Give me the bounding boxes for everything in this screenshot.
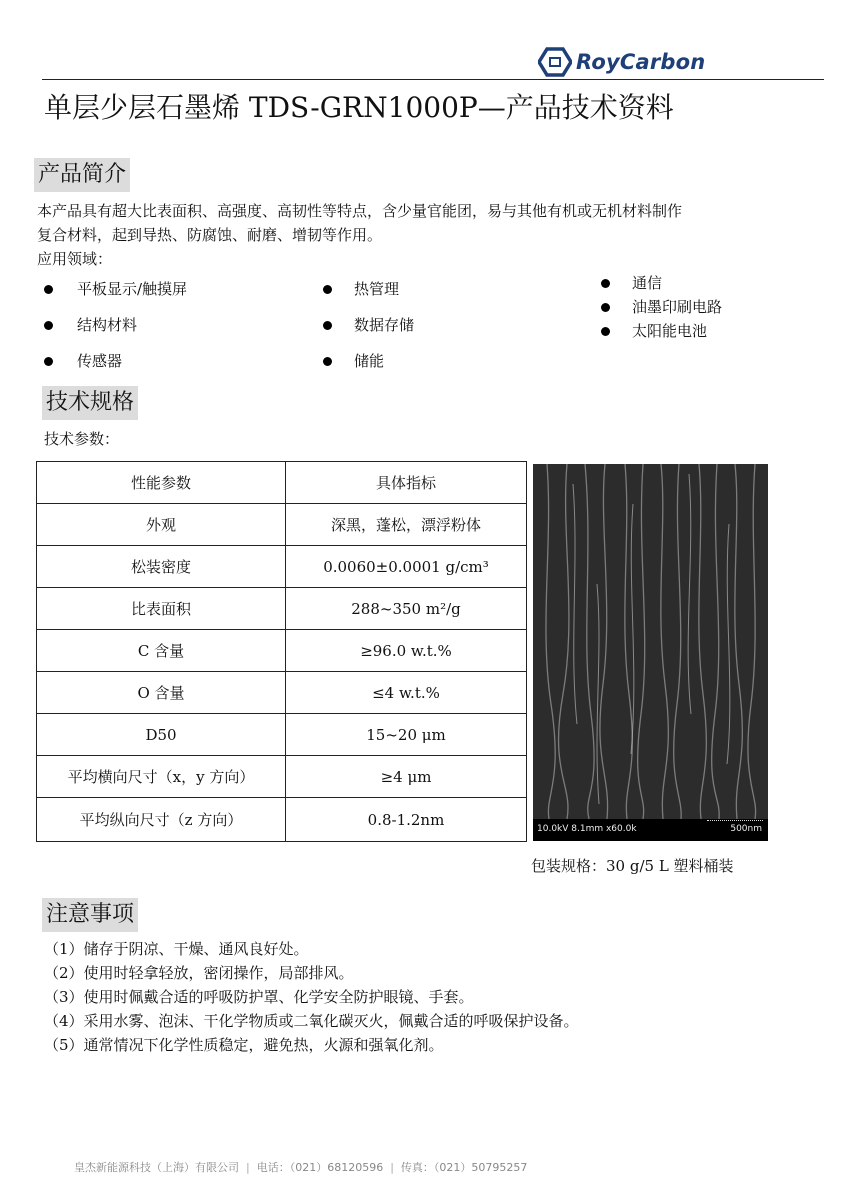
- header-rule: [42, 79, 824, 80]
- note-item: （4）采用水雾、泡沫、干化学物质或二氧化碳灭火，佩戴合适的呼吸保护设备。: [44, 1012, 579, 1030]
- intro-line-1: 本产品具有超大比表面积、高强度、高韧性等特点，含少量官能团，易与其他有机或无机材料制作: [37, 202, 683, 220]
- table-row: [37, 630, 527, 672]
- footer-fax: 传真：（021）50795257: [400, 1161, 528, 1174]
- table-row: [37, 798, 527, 842]
- note-item: （5）通常情况下化学性质稳定，避免热，火源和强氧化剂。: [44, 1036, 444, 1054]
- application-label: 油墨印刷电路: [632, 298, 723, 316]
- param-name: O 含量: [37, 672, 286, 714]
- packaging-text: 包装规格：30 g/5 L 塑料桶装: [531, 857, 734, 875]
- application-item: [601, 295, 722, 319]
- application-label: 储能: [354, 352, 385, 370]
- param-value: 深黑，蓬松，漂浮粉体: [286, 504, 527, 546]
- param-name: 比表面积: [37, 588, 286, 630]
- table-row: [37, 588, 527, 630]
- sem-caption-right: 500nm: [730, 824, 762, 834]
- hexagon-logo-icon: [538, 47, 572, 77]
- bullet-dot-icon: [44, 285, 53, 294]
- param-name: 平均横向尺寸（x，y 方向）: [37, 756, 286, 798]
- footer-phone: 电话：（021）68120596: [256, 1161, 384, 1174]
- bullet-dot-icon: [323, 357, 332, 366]
- table-row: [37, 756, 527, 798]
- table-row: [37, 672, 527, 714]
- sem-texture: [533, 464, 768, 819]
- bullet-dot-icon: [601, 303, 610, 312]
- section-heading-spec: 技术规格: [42, 386, 138, 420]
- bullet-dot-icon: [601, 327, 610, 336]
- param-name: D50: [37, 714, 286, 756]
- application-item: [323, 277, 399, 301]
- application-item: [323, 313, 414, 337]
- sem-micrograph: [533, 464, 768, 841]
- page-title: 单层少层石墨烯 TDS-GRN1000P—产品技术资料: [44, 91, 674, 124]
- application-item: [323, 349, 384, 373]
- bullet-dot-icon: [44, 321, 53, 330]
- section-heading-notes: 注意事项: [42, 898, 138, 932]
- param-value: 0.8-1.2nm: [286, 798, 527, 842]
- bullet-dot-icon: [44, 357, 53, 366]
- application-label: 热管理: [354, 280, 400, 298]
- table-header-row: [37, 462, 527, 504]
- brand-name: RoyCarbon: [576, 50, 706, 74]
- bullet-dot-icon: [323, 321, 332, 330]
- application-label: 太阳能电池: [632, 322, 708, 340]
- section-heading-intro: 产品简介: [34, 158, 130, 192]
- note-item: （1）储存于阴凉、干燥、通风良好处。: [44, 940, 309, 958]
- applications-label: 应用领域：: [37, 250, 113, 268]
- intro-line-2: 复合材料，起到导热、防腐蚀、耐磨、增韧等作用。: [37, 226, 383, 244]
- application-item: [44, 349, 122, 373]
- sem-info-bar: [533, 819, 768, 841]
- param-value: 288~350 m²/g: [286, 588, 527, 630]
- table-row: [37, 714, 527, 756]
- footer-divider: |: [390, 1161, 394, 1174]
- param-name: 松装密度: [37, 546, 286, 588]
- brand-logo: [538, 44, 705, 80]
- footer: [74, 1159, 527, 1175]
- bullet-dot-icon: [601, 279, 610, 288]
- param-value: ≥4 μm: [286, 756, 527, 798]
- param-name: 平均纵向尺寸（z 方向）: [37, 798, 286, 842]
- table-header-value: 具体指标: [286, 462, 527, 504]
- footer-company: 皇杰新能源科技（上海）有限公司: [74, 1161, 239, 1174]
- application-item: [601, 271, 662, 295]
- table-row: [37, 546, 527, 588]
- application-item: [44, 313, 137, 337]
- param-value: 0.0060±0.0001 g/cm³: [286, 546, 527, 588]
- params-label: 技术参数：: [44, 430, 120, 448]
- application-item: [601, 319, 707, 343]
- note-item: （2）使用时轻拿轻放，密闭操作，局部排风。: [44, 964, 354, 982]
- table-row: [37, 504, 527, 546]
- application-label: 传感器: [77, 352, 123, 370]
- param-name: C 含量: [37, 630, 286, 672]
- note-item: （3）使用时佩戴合适的呼吸防护罩、化学安全防护眼镜、手套。: [44, 988, 474, 1006]
- param-value: ≤4 w.t.%: [286, 672, 527, 714]
- application-label: 通信: [632, 274, 663, 292]
- footer-divider: |: [246, 1161, 250, 1174]
- sem-caption-left: 10.0kV 8.1mm x60.0k: [537, 824, 637, 834]
- application-label: 数据存储: [354, 316, 415, 334]
- bullet-dot-icon: [323, 285, 332, 294]
- application-label: 平板显示/触摸屏: [77, 280, 188, 298]
- param-value: ≥96.0 w.t.%: [286, 630, 527, 672]
- application-label: 结构材料: [77, 316, 138, 334]
- param-value: 15~20 μm: [286, 714, 527, 756]
- application-item: [44, 277, 187, 301]
- table-header-param: 性能参数: [37, 462, 286, 504]
- spec-table: [36, 461, 527, 842]
- param-name: 外观: [37, 504, 286, 546]
